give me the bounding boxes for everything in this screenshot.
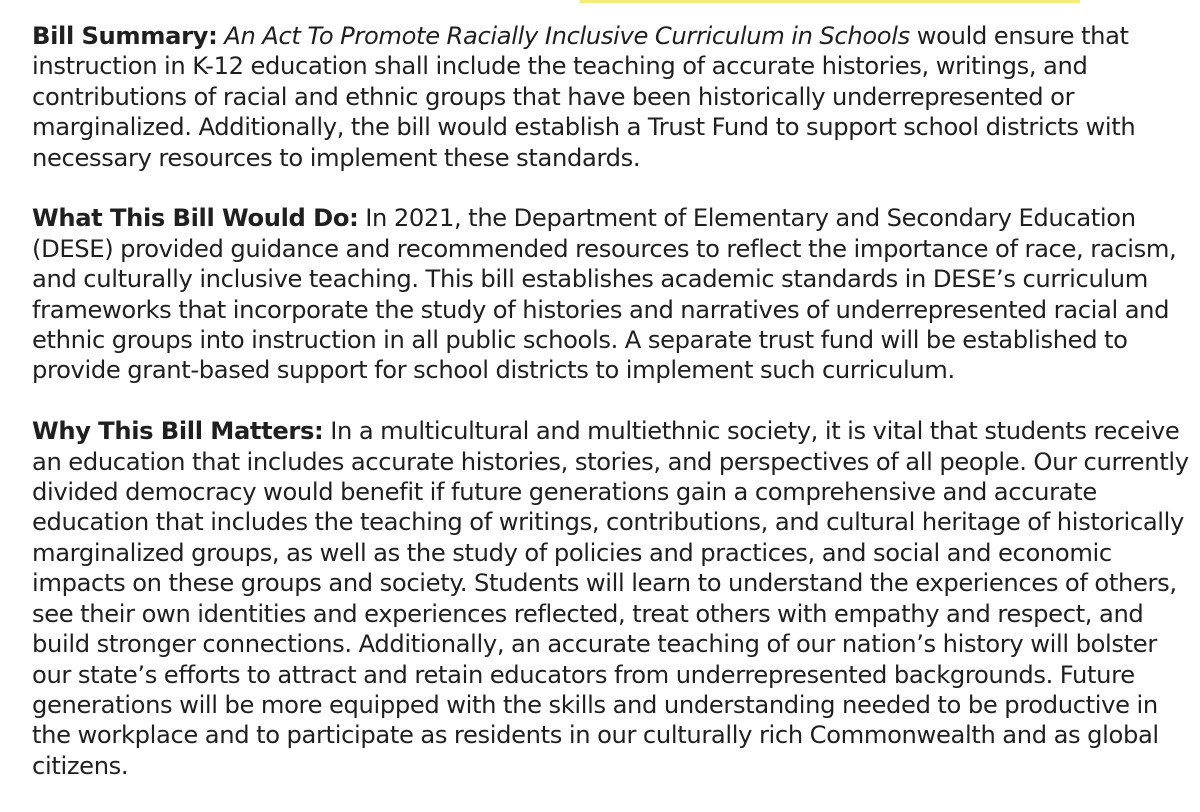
what-bill-would-do-paragraph — [32, 203, 1196, 385]
why-bill-matters-heading: Why This Bill Matters: — [32, 417, 324, 446]
why-bill-matters-paragraph — [32, 416, 1196, 781]
what-bill-would-do-heading: What This Bill Would Do: — [32, 204, 359, 233]
bill-title: An Act To Promote Racially Inclusive Curriculum in Schools — [224, 22, 910, 50]
what-bill-would-do-text: In 2021, the Department of Elementary and Secondary Education (DESE) provided guidance and recommended resources to reflect the importance of race, racism, and culturally inclusive teaching. This bill establishes academic standards in DESE’s curriculum frameworks that incorporate the study of histories and narratives of underrepresented racial and ethnic groups into instruction in all public schools. A separate trust fund will be established to provide grant-based support for school districts to implement such curriculum. — [32, 204, 1177, 385]
why-bill-matters-text: In a multicultural and multiethnic society, it is vital that students receive an education that includes accurate histories, stories, and perspectives of all people. Our currently divided democracy would benefit if future generations gain a comprehensive and accurate education that includes the teaching of writings, contributions, and cultural heritage of historically marginalized groups, as well as the study of policies and practices, and social and economic impacts on these groups and society. Students will learn to understand the experiences of others, see their own identities and experiences reflected, treat others with empathy and respect, and build stronger connections. Additionally, an accurate teaching of our nation’s history will bolster our state’s efforts to attract and retain educators from underrepresented backgrounds. Future generations will be more equipped with the skills and understanding needed to be productive in the workplace and to participate as residents in our culturally rich Commonwealth and as global citizens. — [32, 417, 1189, 780]
bill-document — [32, 21, 1196, 812]
bill-summary-paragraph — [32, 21, 1196, 173]
bill-summary-heading: Bill Summary: — [32, 22, 218, 50]
highlight-bar — [580, 0, 1080, 3]
bill-summary-text: would ensure that instruction in K-12 education shall include the teaching of accurate histories, writings, and contributions of racial and ethnic groups that have been historically underrepresented or marginalized. Additionally, the bill would establish a Trust Fund to support school districts with necessary resources to implement these standards. — [32, 22, 1136, 172]
